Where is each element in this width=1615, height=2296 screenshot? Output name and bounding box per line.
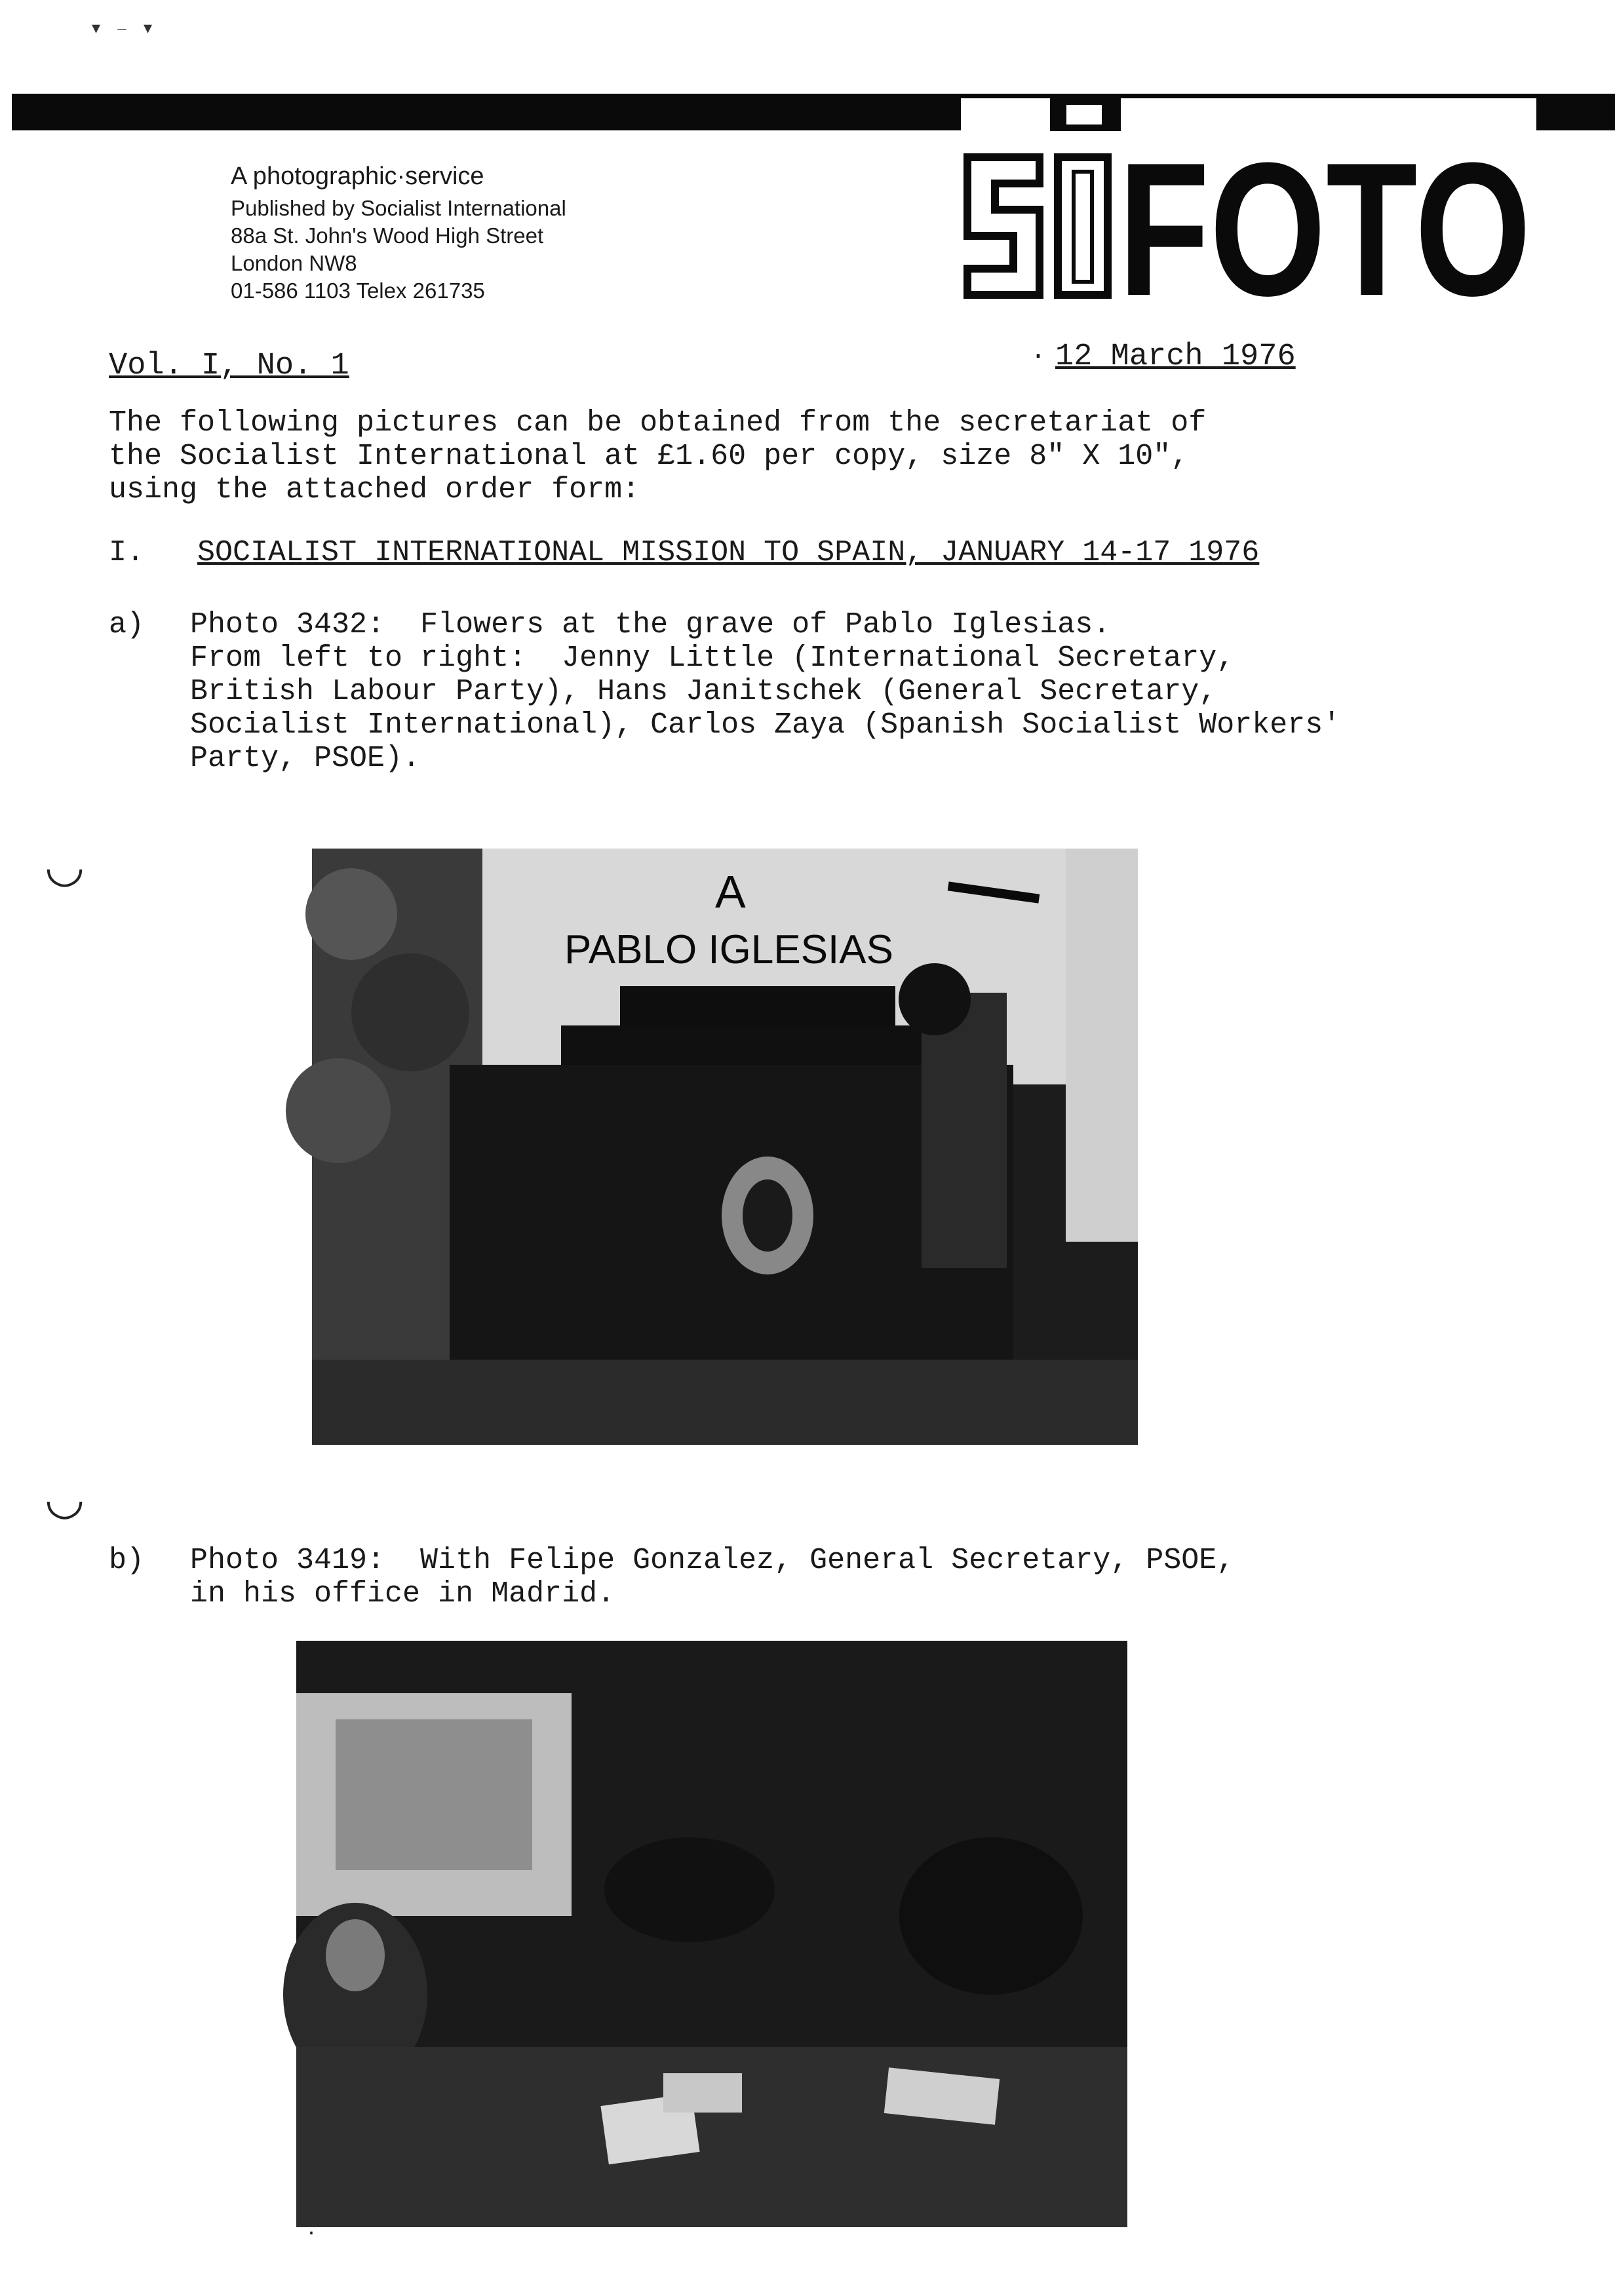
sifoto-logo <box>961 98 1536 335</box>
photo-b-entry <box>109 1544 1234 1611</box>
service-tagline: A photographic·service <box>231 163 484 190</box>
photo-a-entry <box>109 608 1340 775</box>
date-bullet: · <box>1030 342 1047 372</box>
photo-a-caption: Photo 3432: Flowers at the grave of Pablo Iglesias. From left to right: Jenny Little (International Secretary, British Labour Party), Hans Janitschek (General Secretary, Socialist International), Carlos Zaya (Spanish Socialist Workers' Party, PSOE). <box>190 608 1341 775</box>
inscription-a: A <box>715 866 746 917</box>
publisher-info <box>231 163 566 305</box>
section-number: I. <box>109 536 145 569</box>
section-title: SOCIALIST INTERNATIONAL MISSION TO SPAIN, JANUARY 14-17 1976 <box>197 536 1260 569</box>
photo-felipe-gonzalez-office <box>296 1641 1127 2227</box>
logo-foto: FOTO <box>1118 123 1531 335</box>
intro-paragraph: The following pictures can be obtained from the secretariat of the Socialist International at £1.60 per copy, size 8" X 10", using the attached order form: <box>109 406 1207 507</box>
photo-b-caption: Photo 3419: With Felipe Gonzalez, General Secretary, PSOE, in his office in Madrid. <box>190 1544 1235 1611</box>
address-street: 88a St. John's Wood High Street <box>231 223 544 248</box>
inscription-name: PABLO IGLESIAS <box>564 927 893 972</box>
scan-marks: ▾ ‒ ▾ <box>92 18 159 37</box>
issue-date: 12 March 1976 <box>1055 339 1296 374</box>
photo-grave-pablo-iglesias <box>312 849 1138 1445</box>
photo-a-label: a) <box>109 608 145 641</box>
punch-mark: ◡ <box>45 841 85 892</box>
scan-speck: · <box>305 2223 318 2245</box>
section-heading <box>109 536 1259 569</box>
punch-mark: ◡ <box>45 1474 85 1524</box>
address-city: London NW8 <box>231 251 357 275</box>
publisher-line: Published by Socialist International <box>231 196 566 220</box>
contact-phone: 01-586 1103 Telex 261735 <box>231 278 485 303</box>
photo-b-label: b) <box>109 1544 145 1577</box>
volume-number: Vol. I, No. 1 <box>109 349 349 383</box>
